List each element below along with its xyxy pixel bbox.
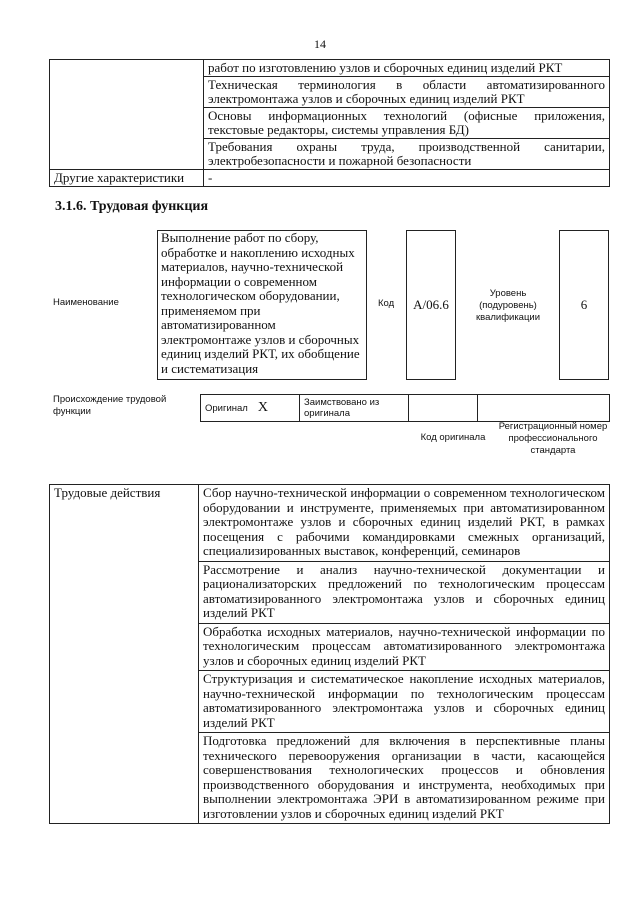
labor-actions-table <box>49 484 610 824</box>
page-number: 14 <box>314 37 326 51</box>
other-characteristics-label: Другие характеристики <box>50 170 204 187</box>
qualification-level-box: 6 <box>559 230 609 380</box>
name-label: Наименование <box>53 297 119 308</box>
table-row <box>50 170 610 187</box>
borrowed-label: Заимствовано из оригинала <box>300 395 409 422</box>
row-text: Техническая терминология в области автоматизированного электромонтажа узлов и сборочных единиц изделий РКТ <box>204 77 610 108</box>
reg-number-cell <box>478 395 610 422</box>
labor-action-item: Рассмотрение и анализ научно-технической документации и рационализаторских предложений по технологическим процессам автоматизированного электромонтажа узлов и сборочных единиц изделий РКТ <box>199 561 610 623</box>
code-value-box: А/06.6 <box>406 230 456 380</box>
code-original-label: Код оригинала <box>420 432 486 443</box>
labor-action-item: Обработка исходных материалов, научно-технической информации по технологическим процессам автоматизированного электромонтажа узлов и сборочных единиц изделий РКТ <box>199 623 610 671</box>
labor-actions-label: Трудовые действия <box>50 485 199 824</box>
labor-action-item: Сбор научно-технической информации о современном технологическом оборудовании и инструменте, применяемых при автоматизированном электромонтаже узлов и сборочных единиц изделий РКТ, в рамках посещения с рабочими командировками смежных организаций, специализированных выставок, конференций, семинаров <box>199 485 610 562</box>
original-mark: X <box>257 400 268 415</box>
qualification-level-label: Уровень (подуровень) квалификации <box>475 288 541 323</box>
row-text: работ по изготовлению узлов и сборочных единиц изделий РКТ <box>204 60 610 77</box>
section-title: 3.1.6. Трудовая функция <box>55 199 209 214</box>
reg-number-label: Регистрационный номер профессионального стандарта <box>498 421 608 456</box>
labor-action-item: Подготовка предложений для включения в перспективные планы технического перевооружения организации в части, касающейся совершенствования технологических процессов и обновления производственного оборудования и инструмента, необходимых при выполнении электромонтажа ЭРИ в автоматизированном режиме при изготовлении узлов и сборочных единиц изделий РКТ <box>199 733 610 824</box>
row-label-cell <box>50 60 204 170</box>
code-label: Код <box>378 298 395 309</box>
original-cell <box>201 395 300 422</box>
row-text: Основы информационных технологий (офисные приложения, текстовые редакторы, системы управления БД) <box>204 108 610 139</box>
original-label: Оригинал <box>205 403 248 414</box>
labor-action-item: Структуризация и систематическое накопление исходных материалов, научно-технической информации по технологическим процессам автоматизированного электромонтажа узлов и сборочных единиц изделий РКТ <box>199 671 610 733</box>
code-original-cell <box>409 395 478 422</box>
row-text: Требования охраны труда, производственной санитарии, электробезопасности и пожарной безопасности <box>204 139 610 170</box>
table-row <box>50 485 610 562</box>
knowledge-table <box>49 59 610 187</box>
origin-table <box>200 394 610 422</box>
origin-label: Происхождение трудовой функции <box>53 394 167 417</box>
table-row <box>50 60 610 77</box>
other-characteristics-value: - <box>204 170 610 187</box>
function-name-box: Выполнение работ по сбору, обработке и накоплению исходных материалов, научно-технической информации о современном технологическом оборудовании, применяемом при автоматизированном электромонтаже узлов и сборочных единиц изделий РКТ, их обобщение и систематизация <box>157 230 367 380</box>
